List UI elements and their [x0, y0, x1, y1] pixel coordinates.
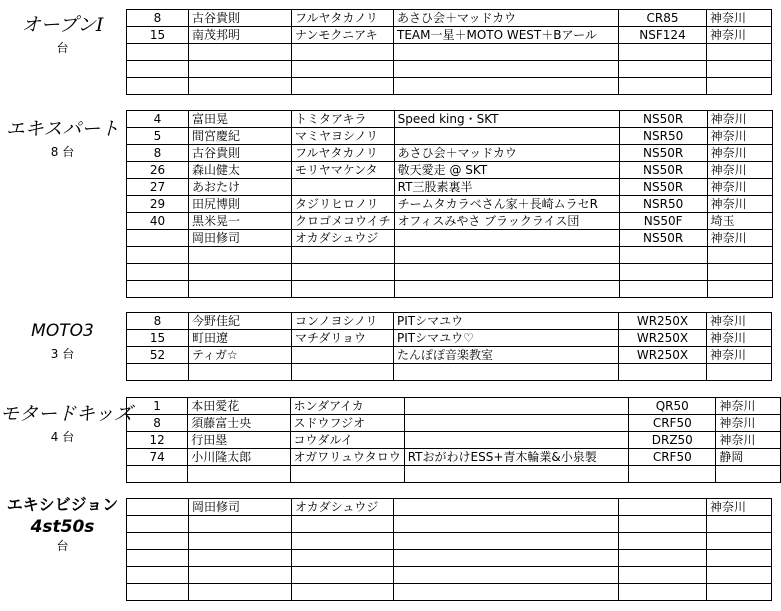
- rider-kana: [292, 516, 394, 533]
- table-row: [127, 78, 772, 95]
- class-label-open: [0, 14, 125, 56]
- rider-number: [127, 584, 189, 601]
- prefecture: 神奈川: [716, 432, 781, 449]
- class-label-moto3: [0, 320, 125, 362]
- table-row: [127, 415, 781, 432]
- entry-count: 台: [56, 41, 69, 55]
- table-row: [127, 449, 781, 466]
- machine-model: [619, 78, 707, 95]
- team-name: [394, 584, 619, 601]
- team-name: あさひ会＋マッドカウ: [394, 10, 619, 27]
- prefecture: [707, 533, 772, 550]
- rider-number: [127, 499, 189, 516]
- prefecture: 神奈川: [707, 27, 772, 44]
- table-row: [127, 330, 772, 347]
- rider-kana: クロゴメコウイチ: [292, 213, 395, 230]
- table-row: [127, 584, 772, 601]
- class-name: オープンⅠ: [21, 14, 104, 36]
- rider-kana: タジリヒロノリ: [292, 196, 395, 213]
- table-row: [127, 162, 773, 179]
- machine-model: DRZ50: [629, 432, 716, 449]
- prefecture: 神奈川: [707, 230, 772, 247]
- team-name: RTおがわけESS+青木輪業&小泉製: [404, 449, 628, 466]
- rider-name: 岡田修司: [189, 499, 292, 516]
- entry-table-kids: [126, 397, 781, 483]
- machine-model: WR250X: [619, 330, 707, 347]
- team-name: [394, 499, 619, 516]
- machine-model: [619, 61, 707, 78]
- rider-kana: [290, 466, 404, 483]
- rider-name: 須藤富士央: [188, 415, 290, 432]
- machine-model: NSR50: [619, 196, 707, 213]
- entry-table-exhibition: [126, 498, 772, 601]
- rider-name: [189, 567, 292, 584]
- rider-name: [189, 533, 292, 550]
- rider-number: 40: [127, 213, 189, 230]
- prefecture: 神奈川: [707, 128, 772, 145]
- team-name: PITシマユウ♡: [394, 330, 619, 347]
- team-name: [404, 432, 628, 449]
- prefecture: [707, 567, 772, 584]
- class-label-kids: [0, 403, 133, 445]
- team-name: [404, 398, 628, 415]
- entry-count: 4 台: [50, 430, 75, 444]
- rider-name: 町田遼: [189, 330, 292, 347]
- rider-number: 15: [127, 27, 189, 44]
- rider-number: 29: [127, 196, 189, 213]
- rider-kana: [292, 567, 394, 584]
- table-row: [127, 247, 773, 264]
- rider-number: [127, 247, 189, 264]
- rider-name: [189, 247, 292, 264]
- rider-number: [127, 44, 189, 61]
- rider-name: 行田塁: [188, 432, 290, 449]
- class-name: エキシビジョン: [6, 495, 119, 514]
- table-row: [127, 533, 772, 550]
- prefecture: [707, 61, 772, 78]
- machine-model: [619, 281, 707, 298]
- class-name: エキスパート: [5, 118, 120, 140]
- team-name: [394, 550, 619, 567]
- table-row: [127, 179, 773, 196]
- prefecture: 神奈川: [707, 347, 772, 364]
- prefecture: 神奈川: [707, 179, 772, 196]
- prefecture: 神奈川: [707, 162, 772, 179]
- rider-number: [127, 78, 189, 95]
- machine-model: WR250X: [619, 313, 707, 330]
- rider-name: [188, 466, 290, 483]
- rider-kana: オガワリュウタロウ: [290, 449, 404, 466]
- team-name: オフィスみやさ ブラックライス団: [394, 213, 619, 230]
- rider-kana: [292, 78, 394, 95]
- table-row: [127, 264, 773, 281]
- machine-model: NSR50: [619, 128, 707, 145]
- rider-name: [189, 61, 292, 78]
- prefecture: [707, 584, 772, 601]
- prefecture: [707, 264, 772, 281]
- rider-number: 52: [127, 347, 189, 364]
- rider-kana: ナンモクニアキ: [292, 27, 394, 44]
- rider-number: 8: [127, 415, 188, 432]
- rider-name: 田尻博則: [189, 196, 292, 213]
- rider-name: [189, 281, 292, 298]
- rider-number: 74: [127, 449, 188, 466]
- table-row: [127, 213, 773, 230]
- table-row: [127, 111, 773, 128]
- rider-name: [189, 516, 292, 533]
- rider-name: [189, 78, 292, 95]
- prefecture: 神奈川: [707, 196, 772, 213]
- team-name: [394, 364, 619, 381]
- team-name: PITシマユウ: [394, 313, 619, 330]
- table-row: [127, 550, 772, 567]
- rider-name: 黒米晃一: [189, 213, 292, 230]
- rider-number: 15: [127, 330, 189, 347]
- rider-number: [127, 230, 189, 247]
- rider-number: 1: [127, 398, 188, 415]
- table-row: [127, 145, 773, 162]
- machine-model: [619, 364, 707, 381]
- machine-model: [619, 567, 707, 584]
- team-name: [404, 415, 628, 432]
- rider-kana: マミヤヨシノリ: [292, 128, 395, 145]
- team-name: あさひ会＋マッドカウ: [394, 145, 619, 162]
- table-row: [127, 281, 773, 298]
- team-name: [394, 61, 619, 78]
- machine-model: NS50R: [619, 230, 707, 247]
- team-name: Speed king・SKT: [394, 111, 619, 128]
- table-row: [127, 230, 773, 247]
- entry-count: 3 台: [50, 347, 75, 361]
- machine-model: CRF50: [629, 415, 716, 432]
- rider-kana: トミタアキラ: [292, 111, 395, 128]
- rider-kana: [292, 281, 395, 298]
- rider-name: 小川隆太郎: [188, 449, 290, 466]
- table-row: [127, 61, 772, 78]
- rider-name: 本田愛花: [188, 398, 290, 415]
- table-row: [127, 44, 772, 61]
- rider-number: [127, 364, 189, 381]
- table-row: [127, 499, 772, 516]
- team-name: [394, 78, 619, 95]
- machine-model: [619, 264, 707, 281]
- team-name: [404, 466, 628, 483]
- rider-kana: オカダシュウジ: [292, 230, 395, 247]
- machine-model: NS50R: [619, 145, 707, 162]
- rider-name: 南茂邦明: [189, 27, 292, 44]
- team-name: [394, 281, 619, 298]
- machine-model: [629, 466, 716, 483]
- team-name: RT三股素裏半: [394, 179, 619, 196]
- rider-name: 富田晃: [189, 111, 292, 128]
- entry-table-expert: [126, 110, 773, 298]
- rider-name: 岡田修司: [189, 230, 292, 247]
- team-name: [394, 567, 619, 584]
- rider-kana: フルヤタカノリ: [292, 145, 395, 162]
- prefecture: 神奈川: [707, 111, 772, 128]
- team-name: [394, 516, 619, 533]
- prefecture: [707, 78, 772, 95]
- table-row: [127, 516, 772, 533]
- team-name: チームタカラベさん家＋長崎ムラセR: [394, 196, 619, 213]
- prefecture: 神奈川: [707, 330, 772, 347]
- machine-model: NS50R: [619, 162, 707, 179]
- prefecture: 神奈川: [707, 145, 772, 162]
- table-row: [127, 313, 772, 330]
- class-subname: 4st50s: [30, 517, 95, 537]
- machine-model: [619, 516, 707, 533]
- rider-name: 古谷貴則: [189, 10, 292, 27]
- prefecture: [716, 466, 781, 483]
- machine-model: [619, 44, 707, 61]
- team-name: [394, 230, 619, 247]
- table-row: [127, 27, 772, 44]
- prefecture: [707, 247, 772, 264]
- rider-kana: モリヤマケンタ: [292, 162, 395, 179]
- rider-number: [127, 567, 189, 584]
- rider-kana: [292, 247, 395, 264]
- machine-model: QR50: [629, 398, 716, 415]
- machine-model: NS50R: [619, 111, 707, 128]
- rider-kana: [292, 179, 395, 196]
- entry-table-moto3: [126, 312, 772, 381]
- team-name: 敬天愛走 @ SKT: [394, 162, 619, 179]
- machine-model: [619, 584, 707, 601]
- rider-number: 26: [127, 162, 189, 179]
- rider-number: [127, 281, 189, 298]
- machine-model: WR250X: [619, 347, 707, 364]
- rider-number: [127, 550, 189, 567]
- table-row: [127, 432, 781, 449]
- table-row: [127, 567, 772, 584]
- rider-kana: コウダルイ: [290, 432, 404, 449]
- rider-name: あおたけ: [189, 179, 292, 196]
- team-name: [394, 264, 619, 281]
- team-name: [394, 247, 619, 264]
- rider-number: [127, 264, 189, 281]
- rider-number: 4: [127, 111, 189, 128]
- team-name: TEAM一星＋MOTO WEST＋Bアール: [394, 27, 619, 44]
- prefecture: [707, 516, 772, 533]
- rider-name: 今野佳紀: [189, 313, 292, 330]
- rider-kana: オカダシュウジ: [292, 499, 394, 516]
- entry-count: 台: [56, 539, 69, 553]
- rider-name: [189, 364, 292, 381]
- rider-kana: [292, 61, 394, 78]
- team-name: [394, 128, 619, 145]
- rider-number: [127, 466, 188, 483]
- rider-kana: [292, 533, 394, 550]
- machine-model: NSF124: [619, 27, 707, 44]
- rider-number: 27: [127, 179, 189, 196]
- table-row: [127, 128, 773, 145]
- rider-name: [189, 264, 292, 281]
- table-row: [127, 398, 781, 415]
- machine-model: NS50R: [619, 179, 707, 196]
- rider-kana: [292, 550, 394, 567]
- rider-number: 8: [127, 313, 189, 330]
- rider-kana: フルヤタカノリ: [292, 10, 394, 27]
- rider-name: [189, 44, 292, 61]
- prefecture: 埼玉: [707, 213, 772, 230]
- rider-number: 8: [127, 145, 189, 162]
- rider-kana: ホンダアイカ: [290, 398, 404, 415]
- rider-kana: [292, 264, 395, 281]
- machine-model: [619, 550, 707, 567]
- prefecture: 神奈川: [716, 415, 781, 432]
- entry-count: 8 台: [50, 145, 75, 159]
- rider-number: [127, 61, 189, 78]
- rider-name: ティガ☆: [189, 347, 292, 364]
- class-name: モタードキッズ: [0, 403, 133, 425]
- rider-name: [189, 550, 292, 567]
- rider-number: [127, 533, 189, 550]
- rider-name: [189, 584, 292, 601]
- entry-table-open: [126, 9, 772, 95]
- machine-model: CR85: [619, 10, 707, 27]
- table-row: [127, 364, 772, 381]
- prefecture: 神奈川: [707, 499, 772, 516]
- rider-kana: [292, 44, 394, 61]
- class-name: MOTO3: [31, 321, 94, 341]
- table-row: [127, 10, 772, 27]
- machine-model: [619, 499, 707, 516]
- rider-number: 8: [127, 10, 189, 27]
- rider-kana: コンノヨシノリ: [292, 313, 394, 330]
- machine-model: CRF50: [629, 449, 716, 466]
- machine-model: NS50F: [619, 213, 707, 230]
- table-row: [127, 347, 772, 364]
- prefecture: 神奈川: [716, 398, 781, 415]
- table-row: [127, 466, 781, 483]
- rider-kana: スドウフジオ: [290, 415, 404, 432]
- prefecture: [707, 550, 772, 567]
- team-name: [394, 533, 619, 550]
- class-label-expert: [0, 118, 125, 160]
- rider-kana: [292, 364, 394, 381]
- rider-number: 12: [127, 432, 188, 449]
- team-name: たんぽぽ音楽教室: [394, 347, 619, 364]
- rider-number: 5: [127, 128, 189, 145]
- table-row: [127, 196, 773, 213]
- rider-name: 間宮慶紀: [189, 128, 292, 145]
- prefecture: [707, 281, 772, 298]
- team-name: [394, 44, 619, 61]
- rider-number: [127, 516, 189, 533]
- prefecture: 神奈川: [707, 10, 772, 27]
- machine-model: [619, 247, 707, 264]
- prefecture: 静岡: [716, 449, 781, 466]
- rider-kana: マチダリョウ: [292, 330, 394, 347]
- rider-kana: [292, 347, 394, 364]
- rider-name: 森山健太: [189, 162, 292, 179]
- rider-name: 古谷貴則: [189, 145, 292, 162]
- prefecture: [707, 44, 772, 61]
- rider-kana: [292, 584, 394, 601]
- prefecture: 神奈川: [707, 313, 772, 330]
- class-label-exhibition: [0, 494, 125, 554]
- machine-model: [619, 533, 707, 550]
- prefecture: [707, 364, 772, 381]
